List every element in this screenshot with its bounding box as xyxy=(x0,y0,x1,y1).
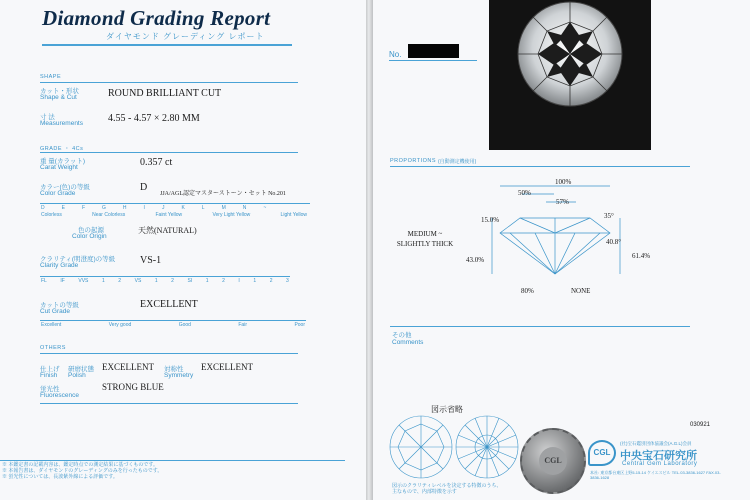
clarity-scale-mark: 2 xyxy=(269,278,273,284)
others-divider xyxy=(40,353,298,354)
finish-label-en: Finish xyxy=(40,372,58,379)
total-depth-percent: 61.4% xyxy=(632,252,651,260)
footer-divider xyxy=(0,460,345,461)
polish-value: EXCELLENT xyxy=(102,362,154,372)
carat-label-jp: 重 量(カラット) xyxy=(40,158,86,165)
report-number-label: No. xyxy=(389,50,402,59)
report-code: 030921 xyxy=(690,422,711,428)
cut-scale-mark: Excellent xyxy=(41,322,62,328)
cut-scale-line xyxy=(40,320,306,321)
color-scale-letter: L xyxy=(201,205,205,211)
origin-label-en: Color Origin xyxy=(72,233,107,240)
report-subtitle: ダイヤモンド グレーディング レポート xyxy=(106,32,265,41)
color-words xyxy=(41,212,309,218)
girdle-thickness: MEDIUM ~ SLIGHTLY THICK xyxy=(396,230,454,248)
color-scale-letter: M xyxy=(221,205,226,211)
diamond-photo-icon xyxy=(489,0,651,150)
crown-plot-icon xyxy=(452,412,522,482)
clarity-scale-mark: 1 xyxy=(205,278,209,284)
total-diameter-percent: 100% xyxy=(555,178,572,186)
cut-scale xyxy=(41,322,307,328)
clarity-label-en: Clarity Grade xyxy=(40,262,79,269)
lab-address: 本社: 東京都台東区上野5-15-14 ケイエスビル TEL.03-3836-1627 FAX.03-3836-1628 xyxy=(590,470,721,480)
crown-angle: 35° xyxy=(604,212,614,220)
color-scale-word: Near Colorless xyxy=(92,212,126,218)
clarity-scale-mark: IF xyxy=(60,278,65,284)
color-master-stone-note: JJA/AGL認定マスターストーン・セット No.201 xyxy=(160,191,286,197)
clarity-scale-mark: FL xyxy=(41,278,47,284)
color-scale-letter: K xyxy=(181,205,185,211)
report-number-redacted xyxy=(408,44,459,58)
origin-label-jp: 色の起源 xyxy=(78,227,104,234)
title-divider xyxy=(42,44,292,46)
lab-name-jp: 中央宝石研究所 xyxy=(620,450,697,462)
comments-label-jp: その他 xyxy=(392,332,412,339)
lower-half-percent: 80% xyxy=(521,287,534,295)
color-label-jp: カラー(色)の等級 xyxy=(40,184,90,191)
proportion-diagram xyxy=(480,178,630,282)
color-scale-letter: ~ xyxy=(263,205,267,211)
clarity-label-jp: クラリティ(明澄度)の等級 xyxy=(40,256,116,263)
color-scale-letter: E xyxy=(61,205,65,211)
carat-label-en: Carat Weight xyxy=(40,164,78,171)
clarity-scale-mark: 2 xyxy=(222,278,225,284)
measurements-label-en: Measurements xyxy=(40,120,83,127)
color-scale-letter: D xyxy=(41,205,45,211)
color-scale-letter: H xyxy=(122,205,127,211)
symmetry-value: EXCELLENT xyxy=(201,362,253,372)
grade-section-label: GRADE ・ 4Cs xyxy=(40,146,84,152)
footer-note: ※ 本報告書は、ダイヤモンドのグレーディングのみを行ったものです。 xyxy=(2,468,163,474)
lab-logo-text: CGL xyxy=(593,448,611,457)
crown-height-percent: 15.0% xyxy=(481,216,500,224)
color-scale-word: Faint Yellow xyxy=(155,212,183,218)
comments-divider xyxy=(390,326,690,327)
shape-value: ROUND BRILLIANT CUT xyxy=(108,88,222,99)
measurements-label-jp: 寸 法 xyxy=(40,114,55,121)
finish-label-jp: 仕上げ xyxy=(40,366,60,373)
diamond-photo xyxy=(489,0,651,150)
color-scale-letter: F xyxy=(81,205,86,211)
proportions-divider xyxy=(390,166,690,167)
comments-label-en: Comments xyxy=(392,339,424,346)
clarity-scale-mark: 3 xyxy=(286,278,289,284)
grade-divider xyxy=(40,152,298,153)
others-section-label: OTHERS xyxy=(40,345,66,351)
proportions-label: PROPORTIONS xyxy=(390,158,437,164)
measurements-value: 4.55 - 4.57 × 2.80 MM xyxy=(108,113,200,124)
cut-value: EXCELLENT xyxy=(140,299,198,310)
symmetry-label-en: Symmetry xyxy=(164,372,194,379)
report-number-line xyxy=(389,60,477,61)
color-scale-letter: G xyxy=(102,205,106,211)
culet-size: NONE xyxy=(571,287,591,295)
cut-scale-mark: Fair xyxy=(238,322,247,328)
footer-note: ※ 蛍光性については、長波紫外線による評価です。 xyxy=(2,474,118,480)
report-title: Diamond Grading Report xyxy=(42,6,271,30)
clarity-scale-mark: SI xyxy=(187,278,193,284)
pavilion-angle: 40.8° xyxy=(606,238,622,246)
cut-scale-mark: Good xyxy=(178,322,191,328)
shape-label-jp: カット・形状 xyxy=(40,88,79,95)
fluorescence-label-en: Fluorescence xyxy=(40,392,80,399)
clarity-scale-mark: 1 xyxy=(101,278,105,284)
shape-section-label: SHAPE xyxy=(40,74,62,80)
proportions-note: (自動測定機使用) xyxy=(438,159,477,165)
plot-note: 図示のクラリティレベルを決定する特徴のうち、 主なもので、内部特徴を示す xyxy=(392,483,502,495)
footer-note: ※ 本鑑定書の記載内容は、鑑定時点での測定結果に基づくものです。 xyxy=(2,462,158,468)
seal-text: CGL xyxy=(539,447,567,475)
color-scale xyxy=(41,205,309,211)
cut-scale-mark: Very good xyxy=(108,322,132,328)
color-scale-line xyxy=(40,203,310,204)
carat-value: 0.357 ct xyxy=(140,157,173,168)
footer-notes xyxy=(2,462,347,480)
color-scale-word: Very Light Yellow xyxy=(212,212,251,218)
clarity-scale-mark: VVS xyxy=(78,278,89,284)
others-bottom-divider xyxy=(40,403,298,404)
lab-organization: (社)宝石鑑別団体協議会(A.G.L)会員 xyxy=(620,441,692,446)
table-percent: 50% xyxy=(518,189,531,197)
embossed-seal-icon xyxy=(520,428,586,494)
clarity-scale-mark: 2 xyxy=(118,278,122,284)
color-scale-letter: J xyxy=(161,205,165,211)
book-gutter xyxy=(366,0,373,500)
pavilion-depth-percent: 43.0% xyxy=(466,256,485,264)
shape-divider xyxy=(40,82,298,83)
fluorescence-value: STRONG BLUE xyxy=(102,382,164,392)
clarity-scale-line xyxy=(40,276,290,277)
clarity-value: VS-1 xyxy=(140,255,162,266)
polish-label-en: Polish xyxy=(68,372,86,379)
color-label-en: Color Grade xyxy=(40,190,76,197)
clarity-scale-mark: 1 xyxy=(154,278,158,284)
clarity-scale-mark: VS xyxy=(134,278,142,284)
left-page xyxy=(0,0,366,500)
clarity-scale-mark: 2 xyxy=(171,278,174,284)
cut-scale-mark: Poor xyxy=(294,322,305,328)
symmetry-label-jp: 対称性 xyxy=(164,366,184,373)
color-scale-word: Light Yellow xyxy=(280,212,307,218)
color-value: D xyxy=(140,182,148,193)
clarity-scale-mark: I xyxy=(238,278,240,284)
cut-label-en: Cut Grade xyxy=(40,308,70,315)
lab-name-en: Central Gem Laboratory xyxy=(622,461,698,467)
star-percent: 57% xyxy=(556,198,569,206)
color-scale-letter: I xyxy=(143,205,145,211)
clarity-scale-mark: 1 xyxy=(253,278,257,284)
clarity-scale xyxy=(41,278,291,284)
lab-logo-icon xyxy=(588,440,616,466)
origin-value: 天然(NATURAL) xyxy=(138,226,197,235)
shape-label-en: Shape & Cut xyxy=(40,94,77,101)
plot-title: 図示省略 xyxy=(431,405,463,414)
color-scale-letter: N xyxy=(242,205,247,211)
pavilion-plot-icon xyxy=(386,412,456,482)
color-scale-word: Colorless xyxy=(41,212,62,218)
fluorescence-label-jp: 蛍光性 xyxy=(40,386,60,393)
cut-label-jp: カットの等級 xyxy=(40,302,79,309)
polish-label-jp: 研磨状態 xyxy=(68,366,94,373)
